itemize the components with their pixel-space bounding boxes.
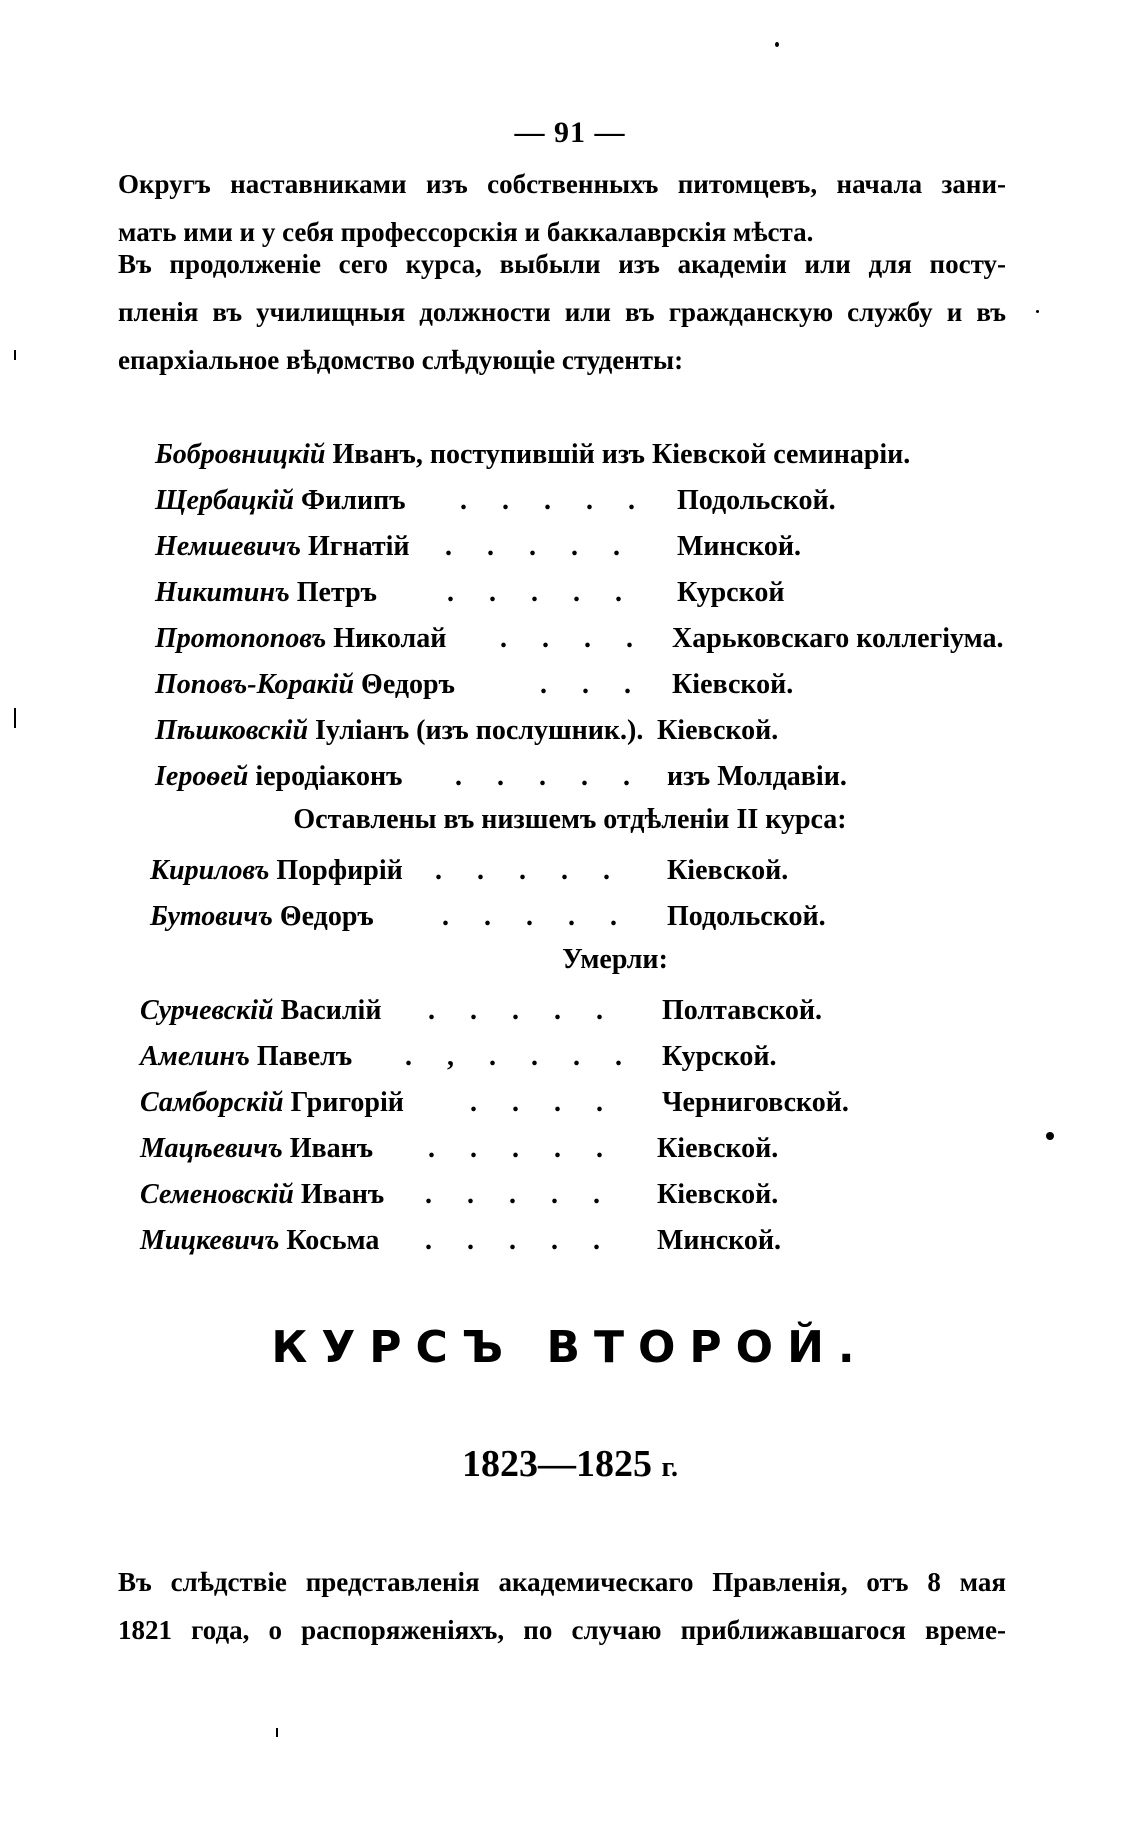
list-item [140,1080,1000,1126]
surname: Кириловъ [150,855,270,886]
list-item [140,1218,1000,1264]
given-name: іеродіаконъ [255,761,403,792]
given-name: Павелъ [256,1041,353,1072]
years-suffix: г. [661,1452,679,1483]
year-range [0,1442,1140,1486]
leader-dots: . . . . . [460,485,649,516]
surname: Іероѳей [155,761,249,792]
surname: Семеновскій [140,1179,294,1210]
text-line: мать ими и у себя профессорскія и баккалаврскія мѣста. [118,217,814,247]
place: Курской. [662,1041,777,1072]
list-item [140,1034,1000,1080]
text-line: епархіальное вѣдомство слѣдующіе студенты: [118,345,684,375]
text-line: Округъ наставниками изъ собственныхъ питомцевъ, начала зани- [118,169,1006,199]
leader-dots: . . . . [470,1087,617,1118]
list-item [155,570,1015,616]
scan-speck [1036,310,1039,313]
list-item [155,478,1015,524]
surname: Мицкевичъ [140,1225,280,1256]
given-name: Василій [280,995,382,1026]
leader-dots: . . . . . [447,577,636,608]
surname: Самборскій [140,1087,284,1118]
leader-dots: . . . . . [425,1225,614,1256]
intro-paragraph-2 [118,240,1006,384]
place: Подольской. [677,485,836,516]
place: Черниговской. [662,1087,849,1118]
surname: Никитинъ [155,577,290,608]
place: Подольской. [667,901,826,932]
list-item [155,708,1015,754]
place: Минской. [657,1225,782,1256]
leader-dots: . . . . . [435,855,624,886]
surname: Бутовичъ [150,901,273,932]
section-heading: Оставлены въ низшемъ отдѣленіи II курса: [293,804,847,835]
leader-dots: . . . . . [455,761,644,792]
leader-dots: . . . . [500,623,647,654]
surname: Пѣшковскій [155,715,309,746]
given-name: Θедоръ [279,901,374,932]
surname: Бобровницкій [155,439,326,470]
place: Кіевской. [657,1179,779,1210]
leader-dots: . . . [540,669,645,700]
given-name: Иванъ, [332,439,423,470]
list-item [150,848,1010,894]
leader-dots: . . . . . [428,1133,617,1164]
section-heading: Умерли: [562,944,668,975]
leader-dots: . . . . . [425,1179,614,1210]
given-name: Θедоръ [361,669,455,700]
closing-paragraph [118,1558,1006,1654]
place: изъ Молдавіи. [667,761,847,792]
scan-speck [14,350,16,360]
given-name: Николай [333,623,447,654]
leader-dots: . . . . . [442,901,631,932]
given-name: Иванъ [289,1133,374,1164]
list-item [140,1126,1000,1172]
surname: Сурчевскій [140,995,274,1026]
place: Кіевской. [667,855,789,886]
surname: Немшевичъ [155,531,301,562]
list-item [150,894,1010,940]
note: поступившій изъ Кіевской семинаріи. [429,439,911,470]
surname: Щербацкій [155,485,295,516]
list-item [155,432,910,478]
place: Харьковскаго коллегіума. [672,623,1004,654]
scan-speck [276,1728,278,1737]
place: Кіевской. [672,669,794,700]
list-item [140,1172,1000,1218]
given-name: Филипъ [301,485,406,516]
surname: Мацѣевичъ [140,1133,283,1164]
years: 1823—1825 [461,1443,652,1485]
list-item [155,616,1015,662]
place: Курской [677,577,785,608]
scan-speck [775,42,779,47]
place: Кіевской. [657,1133,779,1164]
surname: Поповъ-Коракій [155,669,355,700]
list-item [155,754,1015,800]
given-name: Петръ [296,577,377,608]
list-item [155,662,1015,708]
text-line: пленія въ училищныя должности или въ гражданскую службу и въ [118,297,1006,327]
text-line: Въ продолженіе сего курса, выбыли изъ академіи или для посту- [118,249,1006,279]
place: Кіевской. [657,715,779,746]
text-line: Въ слѣдствіе представленія академическаго Правленія, отъ 8 мая [118,1567,1006,1597]
list-item [155,524,1015,570]
leader-dots: . . . . . [428,995,617,1026]
given-name: Григорій [290,1087,404,1118]
list-item [140,988,1000,1034]
text-line: 1821 года, о распоряженіяхъ, по случаю приближавшагося време- [118,1615,1006,1645]
given-name: Иванъ [300,1179,385,1210]
course-heading: КУРСЪ ВТОРОЙ. [271,1322,869,1373]
page-number: — 91 — [514,116,626,149]
place: Минской. [677,531,802,562]
given-name: Іуліанъ (изъ послушник.). [315,715,644,746]
leader-dots: . , . . . . [405,1041,636,1072]
given-name: Порфирій [276,855,403,886]
given-name: Игнатій [307,531,410,562]
scan-speck [14,708,16,728]
surname: Протопоповъ [155,623,327,654]
place: Полтавской. [662,995,823,1026]
leader-dots: . . . . . [445,531,634,562]
scan-speck [1046,1132,1054,1140]
surname: Амелинъ [140,1041,250,1072]
given-name: Косьма [286,1225,380,1256]
